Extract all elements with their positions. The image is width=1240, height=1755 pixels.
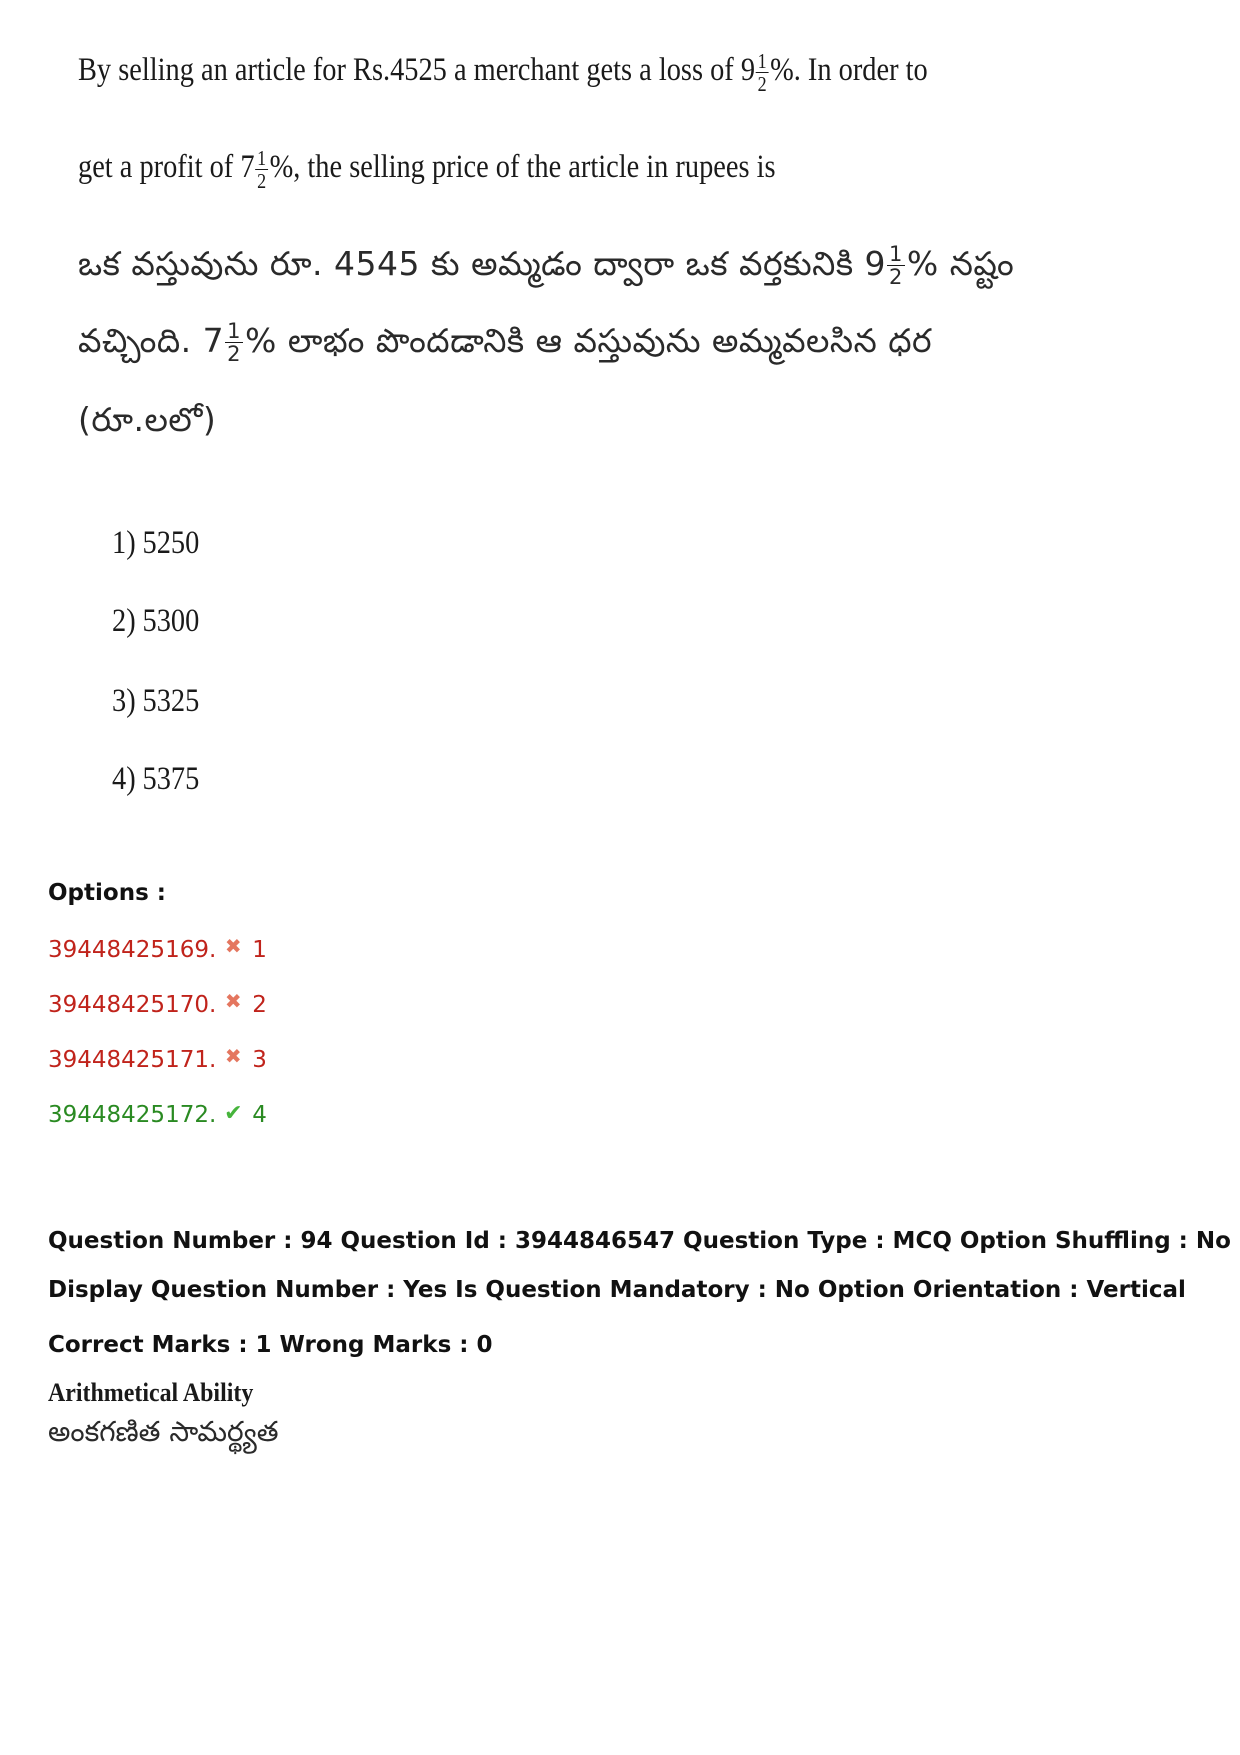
question-telugu-line-2: [78, 320, 932, 368]
question-telugu-text: % నష్టం: [906, 244, 1015, 284]
option-row: [48, 989, 267, 1018]
question-meta-line-2: Display Question Number : Yes Is Question Mandatory : No Option Orientation : Vertical: [48, 1277, 1186, 1303]
question-telugu-line-3: [78, 400, 216, 447]
question-telugu-line-1: [78, 243, 1014, 291]
section-title-telugu: అంకగణిత సామర్థ్యత: [48, 1415, 279, 1448]
question-line-1: [78, 50, 928, 95]
option-label: 3: [252, 1047, 267, 1073]
section-title: Arithmetical Ability: [48, 1378, 254, 1407]
cross-icon: ✖: [224, 934, 242, 958]
question-telugu-text: ఒక వస్తువును రూ. 4545 కు అమ్మడం ద్వారా ఒక వర్తకునికి 9: [78, 244, 887, 284]
option-label: 4: [252, 1102, 267, 1128]
question-telugu-text: % లాభం పొందడానికి ఆ వస్తువును అమ్మవలసిన ధర: [244, 321, 933, 361]
option-id: 39448425170.: [48, 992, 217, 1018]
choice-number: 3): [112, 683, 136, 719]
option-id: 39448425169.: [48, 937, 217, 963]
question-text: %, the selling price of the article in rupees is: [269, 149, 776, 186]
choice-number: 2): [112, 603, 136, 639]
fraction-half: $\frac{1}{2}$: [757, 49, 767, 97]
cross-icon: ✖: [224, 989, 242, 1013]
option-row: [48, 934, 267, 963]
choice-number: 1): [112, 525, 136, 561]
question-text: By selling an article for Rs.4525 a merchant gets a loss of 9: [78, 52, 756, 89]
question-meta-line-3: Correct Marks : 1 Wrong Marks : 0: [48, 1332, 493, 1358]
question-line-2: [78, 147, 776, 192]
cross-icon: ✖: [224, 1044, 242, 1068]
question-telugu-text: (రూ.లలో): [78, 400, 217, 439]
fraction-half: $\frac{1}{2}$: [257, 146, 267, 194]
question-text: %. In order to: [770, 52, 928, 89]
question-meta-line-1: Question Number : 94 Question Id : 3944846547 Question Type : MCQ Option Shuffling : No: [48, 1228, 1231, 1254]
question-text: get a profit of 7: [78, 149, 255, 186]
option-id: 39448425172.: [48, 1102, 217, 1128]
choice-value: 5300: [142, 603, 200, 639]
option-row: [48, 1044, 267, 1073]
option-label: 1: [252, 937, 267, 963]
choice-number: 4): [112, 761, 136, 797]
option-id: 39448425171.: [48, 1047, 217, 1073]
option-row: [48, 1102, 267, 1128]
question-telugu-text: వచ్చింది. 7: [78, 321, 225, 361]
answer-choice-1: [112, 525, 199, 562]
options-heading: Options :: [48, 880, 166, 906]
option-label: 2: [252, 992, 267, 1018]
choice-value: 5325: [142, 683, 200, 719]
choice-value: 5250: [142, 525, 200, 561]
fraction-half: $\frac{1}{2}$: [227, 319, 241, 367]
fraction-half: $\frac{1}{2}$: [889, 242, 903, 290]
choice-value: 5375: [142, 761, 200, 797]
answer-choice-3: [112, 683, 199, 720]
answer-choice-2: [112, 603, 199, 640]
check-icon: ✔: [224, 1100, 243, 1126]
answer-choice-4: [112, 761, 199, 798]
